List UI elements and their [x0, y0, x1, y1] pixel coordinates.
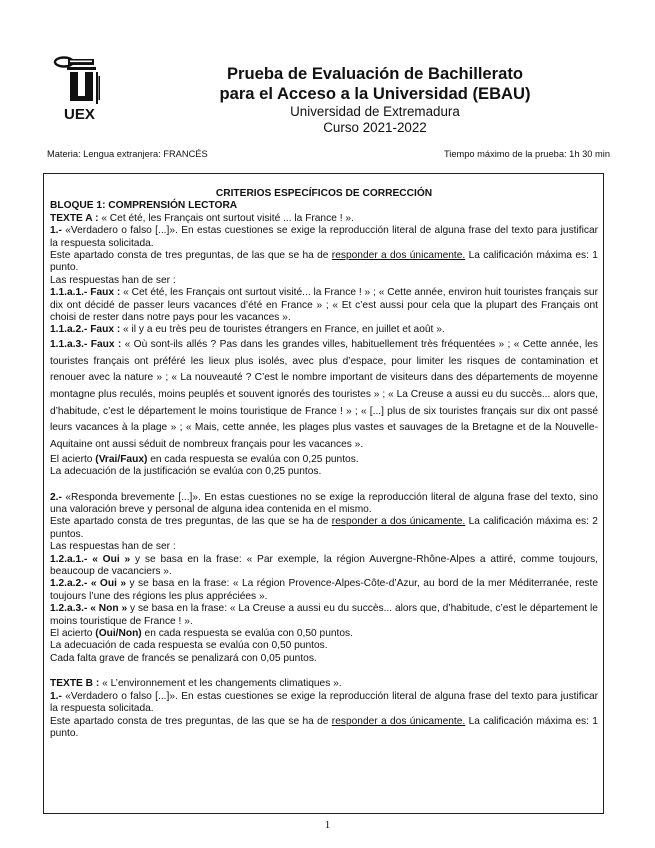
consta-1-post: La calificación máxima es: 1 punto. — [50, 250, 598, 274]
text-a-name: « Cet été, les Français ont surtout visité ... la France ! ». — [98, 212, 354, 224]
answer-1-2-a-1 — [50, 554, 598, 579]
q2-text: «Responda brevemente [...]». En estas cuestiones no se exige la reproducción literal de alguna frase del texto, sino una valoración breve y personal de alguna idea contenida en el mismo. — [50, 491, 598, 516]
course-year: Curso 2021-2022 — [323, 120, 427, 135]
time-limit: Tiempo máximo de la prueba: 1h 30 min — [443, 149, 610, 159]
consta-3 — [50, 716, 598, 741]
acierto-1-bold: (Vrai/Faux) — [95, 453, 148, 465]
b1-text: y se basa en la frase: « Par exemple, la région Auvergne-Rhône-Alpes a attiré, comme toujours, beaucoup de vacanciers ». — [50, 553, 598, 578]
respuestas-1: Las respuestas han de ser : — [50, 274, 176, 286]
acierto-2-pre: El acierto — [50, 628, 96, 640]
acierto-2-bold: (Oui/Non) — [95, 628, 142, 640]
acierto-2-post: en cada respuesta se evalúa con 0,50 puntos. — [141, 628, 353, 640]
answer-1-1-a-2 — [50, 324, 598, 336]
consta-2-post: La calificación máxima es: 2 puntos. — [50, 516, 598, 540]
block1-label: BLOQUE 1: COMPRENSIÓN LECTORA — [50, 200, 238, 212]
q1-text: «Verdadero o falso [...]». En estas cuestiones se exige la reproducción literal de alguna frase del texto para justificar la respuesta solicitada. — [50, 225, 598, 249]
consta-2 — [50, 516, 598, 541]
acierto-1-post: en cada respuesta se evalúa con 0,25 puntos. — [147, 453, 359, 465]
spacer — [50, 665, 598, 678]
answer-1-2-a-2 — [50, 578, 598, 603]
document-header — [175, 64, 575, 136]
text-a-label: TEXTE A : — [50, 212, 99, 224]
adecuacion-2: La adecuación de cada respuesta se evalúa con 0,50 puntos. — [50, 640, 328, 652]
page-number: 1 — [324, 819, 331, 831]
a2-text: « il y a eu très peu de touristes étrangers en France, en juillet et août ». — [120, 324, 445, 336]
text-a-title — [50, 213, 598, 225]
acierto-1-pre: El acierto — [50, 453, 96, 465]
consta-2-underline: responder a dos únicamente. — [331, 516, 466, 528]
title-line-1: Prueba de Evaluación de Bachillerato — [226, 64, 524, 83]
q1-label: 1.- — [50, 225, 62, 237]
adecuacion-1: La adecuación de la justificación se evalúa con 0,25 puntos. — [50, 466, 322, 478]
consta-3-underline: responder a dos únicamente. — [331, 715, 466, 727]
answer-1-1-a-1 — [50, 287, 598, 324]
uex-logo-icon — [50, 56, 102, 122]
q1b-text: «Verdadero o falso [...]». En estas cuestiones se exige la reproducción literal de alguna frase del texto para justificar la respuesta solicitada. — [50, 690, 598, 715]
block-title — [50, 200, 598, 212]
b2-label: 1.2.a.2.- « Oui » — [50, 578, 127, 590]
subject-label: Materia: Lengua extranjera: FRANCÉS — [47, 149, 208, 159]
title-line-2: para el Acceso a la Universidad (EBAU) — [219, 84, 531, 103]
university-logo — [50, 56, 102, 122]
a3-text: « Où sont-ils allés ? Pas dans les grandes villes, habituellement très fréquentées » ; « Cette année, les touristes français ont préféré les lieux plus isolés, avec plus d’espace, pour limiter les risques de contamination et renouer avec la nature » ; « La nouveauté ? C’est le nombre important de visiteurs dans des départements de moyenne montagne plus reculés, moins peuplés et souvent ignorés des touristes » ; « La Creuse a aussi eu du succès... alors que, d’habitude, c’est le département le moins touristique de France ! » ; « [...] plus de six touristes français sur dix ont passé leurs vacances à la plage » ; « Mais, cette année, les plages plus vastes et sauvages de la Bretagne et de la Nouvelle-Aquitaine ont aussi séduit de nombreux français pour les vacances ». — [50, 338, 598, 451]
text-b-title — [50, 678, 598, 690]
criteria-box — [43, 173, 604, 814]
consta-3-post: La calificación máxima es: 1 punto. — [50, 715, 598, 739]
answer-1-1-a-3 — [50, 337, 598, 454]
b2-text: y se basa en la frase: « La région Provence-Alpes-Côte-d’Azur, au bord de la mer Méditerranée, reste toujours l’une des régions les plus appréciées ». — [50, 578, 598, 602]
university-name: Universidad de Extremadura — [290, 104, 460, 119]
spacer — [50, 479, 598, 492]
logo-text: UEX — [64, 106, 95, 122]
respuestas-2: Las respuestas han de ser : — [50, 541, 176, 553]
q1b-label: 1.- — [50, 690, 62, 702]
consta-2-pre: Este apartado consta de tres preguntas, de las que se ha de — [50, 516, 332, 528]
consta-1-pre: Este apartado consta de tres preguntas, de las que se ha de — [50, 250, 332, 262]
text-b-label: TEXTE B : — [50, 678, 100, 690]
acierto-2 — [50, 628, 598, 640]
a1-label: 1.1.a.1.- Faux : — [50, 287, 121, 299]
q2-label: 2.- — [50, 491, 62, 503]
b3-label: 1.2.a.3.- « Non » — [50, 603, 128, 615]
a2-label: 1.1.a.2.- Faux : — [50, 324, 121, 336]
consta-1 — [50, 250, 598, 275]
b3-text: y se basa en la frase: « La Creuse a aussi eu du succès... alors que, d’habitude, c’est le département le moins touristique de France ! ». — [50, 603, 598, 627]
question-1-intro — [50, 225, 598, 250]
b1-label: 1.2.a.1.- « Oui » — [50, 553, 131, 565]
a1-text: « Cet été, les Français ont surtout visité... la France ! » ; « Cette année, environ huit touristes français sur dix ont décidé de passer leurs vacances d’été en France » ; « Et c’est aussi pour cela que la plupart des Français ont choisi de rester dans notre pays pour les vacances ». — [50, 287, 598, 324]
criteria-heading: CRITERIOS ESPECÍFICOS DE CORRECCIÓN — [215, 188, 433, 199]
consta-3-pre: Este apartado consta de tres preguntas, de las que se ha de — [50, 715, 332, 727]
falta-penalty: Cada falta grave de francés se penalizará con 0,05 puntos. — [50, 652, 317, 664]
question-1b-intro — [50, 691, 598, 716]
a3-label: 1.1.a.3.- Faux : — [50, 338, 122, 350]
consta-1-underline: responder a dos únicamente. — [331, 250, 466, 262]
answer-1-2-a-3 — [50, 603, 598, 628]
acierto-1 — [50, 454, 598, 466]
question-2-intro — [50, 492, 598, 517]
text-b-name: « L’environnement et les changements climatiques ». — [99, 678, 342, 690]
